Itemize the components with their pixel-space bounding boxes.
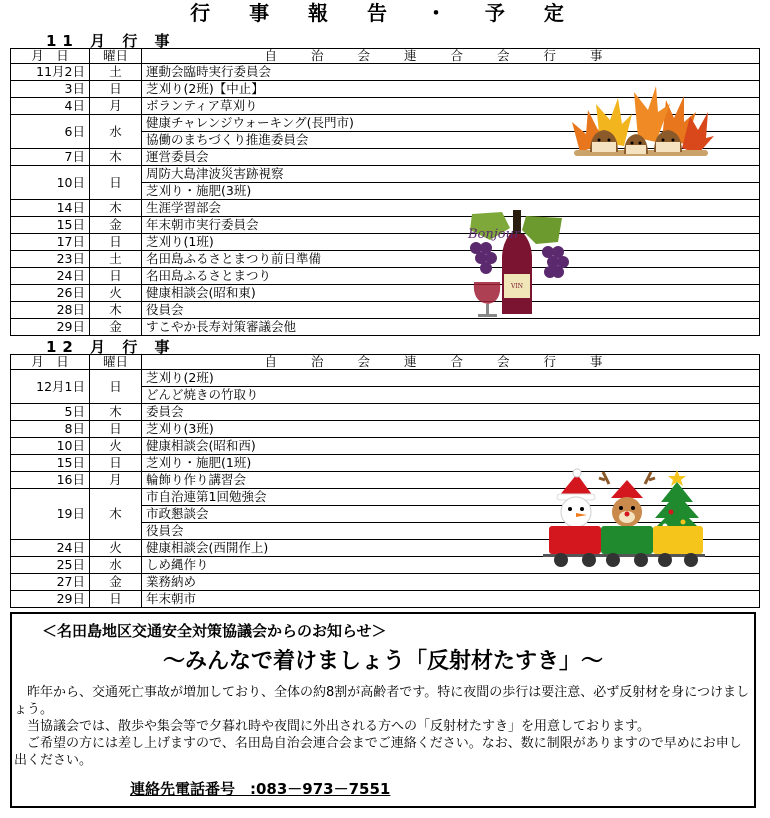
event-row	[11, 438, 760, 455]
event-item: 芝刈り・施肥(3班)	[142, 182, 759, 199]
event-list	[142, 438, 760, 455]
header-month-day: 月 日	[11, 49, 90, 64]
event-weekday: 水	[90, 557, 142, 574]
event-row	[11, 421, 760, 438]
event-date: 4日	[11, 98, 90, 115]
header-weekday: 曜日	[90, 355, 142, 370]
event-item: 協働のまちづくり推進委員会	[142, 131, 759, 148]
event-item: しめ縄作り	[146, 557, 209, 572]
event-date: 27日	[11, 574, 90, 591]
event-item: どんど焼きの竹取り	[142, 386, 759, 403]
event-date: 10日	[11, 438, 90, 455]
event-date: 24日	[11, 268, 90, 285]
event-date: 16日	[11, 472, 90, 489]
notice-slogan: ～みんなで着けましょう「反射材たすき」～	[162, 649, 603, 674]
event-date: 17日	[11, 234, 90, 251]
event-item: 年末朝市	[146, 591, 197, 606]
header-events: 自治会連合会行事	[142, 49, 760, 64]
event-date: 12月1日	[11, 370, 90, 404]
event-weekday: 月	[90, 98, 142, 115]
event-item: すこやか長寿対策審議会他	[146, 319, 297, 334]
event-date: 26日	[11, 285, 90, 302]
event-weekday: 日	[90, 234, 142, 251]
event-item: 委員会	[146, 404, 184, 419]
event-weekday: 木	[90, 489, 142, 540]
event-weekday: 金	[90, 319, 142, 336]
event-weekday: 日	[90, 455, 142, 472]
event-row	[11, 64, 760, 81]
event-weekday: 金	[90, 574, 142, 591]
event-item: 健康チャレンジウォーキング(長門市)	[146, 115, 354, 130]
event-item: 生涯学習部会	[146, 200, 222, 215]
event-list	[142, 200, 760, 217]
event-item: ボランティア草刈り	[146, 98, 258, 113]
event-weekday: 日	[90, 591, 142, 608]
event-date: 8日	[11, 421, 90, 438]
event-list	[142, 234, 760, 251]
event-weekday: 日	[90, 166, 142, 200]
event-date: 10日	[11, 166, 90, 200]
event-weekday: 土	[90, 64, 142, 81]
event-date: 25日	[11, 557, 90, 574]
event-list	[142, 285, 760, 302]
event-weekday: 木	[90, 200, 142, 217]
event-item: 名田島ふるさとまつり前日準備	[146, 251, 322, 266]
event-date: 6日	[11, 115, 90, 149]
event-item: 健康相談会(昭和西)	[146, 438, 256, 453]
event-date: 11月2日	[11, 64, 90, 81]
event-date: 28日	[11, 302, 90, 319]
event-row	[11, 268, 760, 285]
event-item: 健康相談会(西開作上)	[146, 540, 269, 555]
event-weekday: 火	[90, 438, 142, 455]
event-list	[142, 421, 760, 438]
event-weekday: 日	[90, 421, 142, 438]
event-weekday: 月	[90, 472, 142, 489]
event-item: 芝刈り・施肥(1班)	[146, 455, 252, 470]
event-date: 15日	[11, 217, 90, 234]
event-weekday: 火	[90, 285, 142, 302]
event-row	[11, 574, 760, 591]
event-row	[11, 319, 760, 336]
event-date: 5日	[11, 404, 90, 421]
event-weekday: 木	[90, 302, 142, 319]
event-list	[142, 217, 760, 234]
event-row	[11, 302, 760, 319]
event-item: 芝刈り(2班)	[146, 370, 214, 385]
event-item: 業務納め	[146, 574, 197, 589]
event-row	[11, 217, 760, 234]
event-date: 23日	[11, 251, 90, 268]
header-weekday: 曜日	[90, 49, 142, 64]
wine-script-text: Bonjour	[468, 227, 521, 242]
notice-heading: ＜名田島地区交通安全対策協議会からのお知らせ＞	[42, 622, 387, 640]
traffic-safety-notice	[10, 612, 756, 808]
event-item: 周防大島津波災害跡視察	[146, 166, 284, 181]
event-row	[11, 370, 760, 404]
event-weekday: 火	[90, 540, 142, 557]
event-weekday: 木	[90, 404, 142, 421]
event-date: 29日	[11, 319, 90, 336]
event-date: 24日	[11, 540, 90, 557]
event-item: 市自治連第1回勉強会	[146, 489, 267, 504]
event-row	[11, 404, 760, 421]
event-weekday: 日	[90, 370, 142, 404]
november-label: 11 月 行 事	[46, 32, 176, 50]
notice-paragraph: 当協議会では、散歩や集会等で夕暮れ時や夜間に外出される方への「反射材たすき」を用意しております。	[14, 719, 650, 734]
event-weekday: 土	[90, 251, 142, 268]
event-date: 7日	[11, 149, 90, 166]
event-date: 3日	[11, 81, 90, 98]
notice-paragraph: ご希望の方には差し上げますので、名田島自治会連合会までご連絡ください。なお、数に制限がありますので早めにお申し出ください。	[14, 736, 742, 768]
event-weekday: 木	[90, 149, 142, 166]
event-row	[11, 234, 760, 251]
svg-text:VIN: VIN	[511, 283, 523, 290]
event-item: 役員会	[142, 522, 759, 539]
event-list	[142, 574, 760, 591]
event-item: 芝刈り(3班)	[146, 421, 214, 436]
december-label: 12 月 行 事	[46, 338, 176, 356]
event-date: 14日	[11, 200, 90, 217]
notice-body	[14, 684, 752, 769]
event-row	[11, 200, 760, 217]
event-list	[142, 268, 760, 285]
event-list	[142, 302, 760, 319]
notice-paragraph: 昨年から、交通死亡事故が増加しており、全体の約8割が高齢者です。特に夜間の歩行は要注意、必ず反射材を身につけましょう。	[14, 685, 749, 717]
event-item: 年末朝市実行委員会	[146, 217, 259, 232]
event-weekday: 日	[90, 268, 142, 285]
event-list	[142, 591, 760, 608]
event-weekday: 水	[90, 115, 142, 149]
header-events: 自治会連合会行事	[142, 355, 760, 370]
christmas-train-illustration	[543, 462, 705, 570]
event-item: 輪飾り作り講習会	[146, 472, 247, 487]
event-item: 芝刈り(2班)【中止】	[146, 81, 264, 96]
contact-phone: 連絡先電話番号 :083－973－7551	[130, 780, 391, 798]
wine-grapes-illustration	[462, 208, 572, 320]
event-weekday: 日	[90, 81, 142, 98]
event-list	[142, 64, 760, 81]
event-item: 運動会臨時実行委員会	[146, 64, 272, 79]
event-item: 役員会	[146, 302, 184, 317]
event-item: 市政懇談会	[142, 505, 759, 522]
event-date: 29日	[11, 591, 90, 608]
event-list	[142, 166, 760, 200]
event-list	[142, 370, 760, 404]
event-item: 名田島ふるさとまつり	[146, 268, 272, 283]
autumn-chestnut-illustration	[566, 82, 716, 164]
event-list	[142, 319, 760, 336]
event-date: 19日	[11, 489, 90, 540]
page-title: 行 事 報 告 ・ 予 定	[190, 1, 580, 25]
event-item: 芝刈り(1班)	[146, 234, 214, 249]
event-row	[11, 591, 760, 608]
header-month-day: 月 日	[11, 355, 90, 370]
event-item: 運営委員会	[146, 149, 209, 164]
event-row	[11, 251, 760, 268]
event-list	[142, 404, 760, 421]
event-item: 健康相談会(昭和東)	[146, 285, 256, 300]
event-date: 15日	[11, 455, 90, 472]
event-row	[11, 166, 760, 200]
event-list	[142, 251, 760, 268]
event-weekday: 金	[90, 217, 142, 234]
event-row	[11, 285, 760, 302]
